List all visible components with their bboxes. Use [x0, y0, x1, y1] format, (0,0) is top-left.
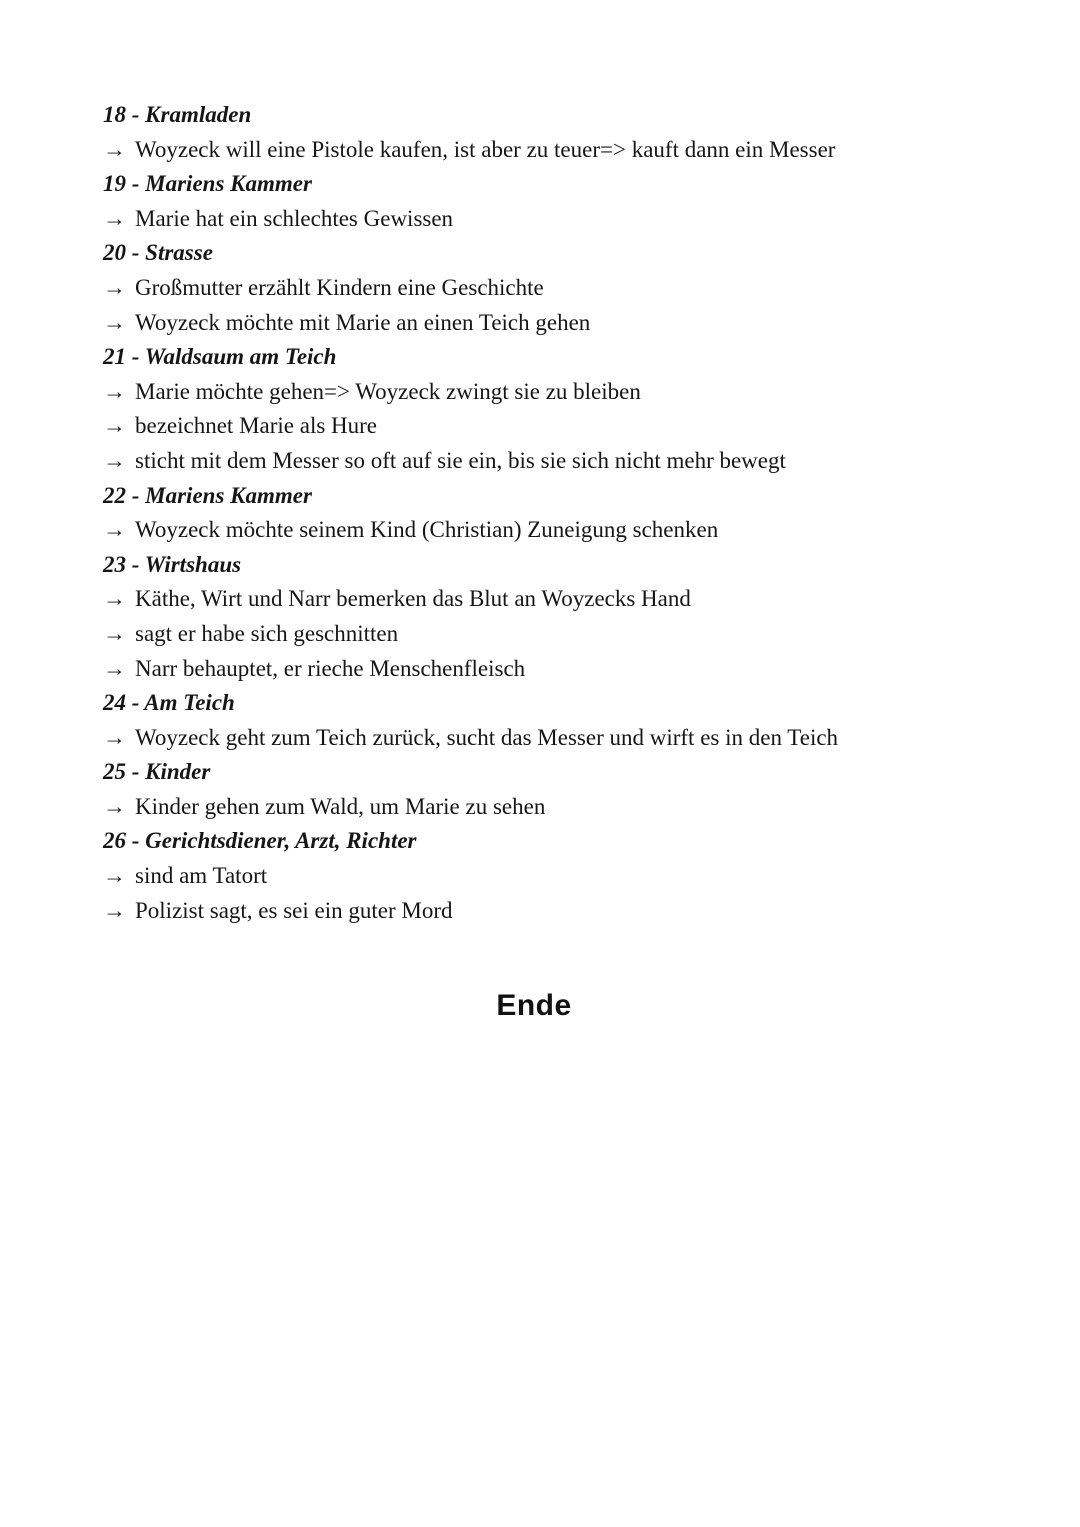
end-label: Ende — [496, 989, 572, 1023]
scene-note — [103, 790, 965, 825]
arrow-icon: → — [103, 447, 126, 473]
scene-heading: 22 - Mariens Kammer — [103, 482, 312, 508]
arrow-icon: → — [103, 897, 126, 923]
arrow-icon: → — [103, 586, 126, 612]
scene-note — [103, 444, 965, 479]
scene-heading: 20 - Strasse — [103, 240, 213, 266]
scene-heading: 19 - Mariens Kammer — [103, 171, 312, 197]
scene-note-text: Narr behauptet, er rieche Menschenfleisch — [135, 655, 526, 681]
scene-note — [103, 271, 965, 306]
scene-section — [103, 479, 965, 548]
scene-note-text: Polizist sagt, es sei ein guter Mord — [135, 897, 453, 923]
scene-heading: 24 - Am Teich — [103, 690, 235, 716]
scene-heading: 25 - Kinder — [103, 759, 211, 785]
scene-heading: 23 - Wirtshaus — [103, 551, 242, 577]
scene-section — [103, 167, 965, 236]
scene-note-text: Woyzeck möchte seinem Kind (Christian) Zuneigung schenken — [135, 517, 719, 543]
arrow-icon: → — [103, 863, 126, 889]
scene-note — [103, 582, 965, 617]
scene-section — [103, 548, 965, 686]
scene-note — [103, 513, 965, 548]
arrow-icon: → — [103, 793, 126, 819]
arrow-icon: → — [103, 655, 126, 681]
arrow-icon: → — [103, 378, 126, 404]
document-body — [103, 98, 965, 1024]
scene-note-text: bezeichnet Marie als Hure — [135, 413, 378, 439]
scene-section — [103, 236, 965, 340]
scene-list — [103, 98, 965, 928]
scene-note — [103, 652, 965, 687]
arrow-icon: → — [103, 274, 126, 300]
scene-note — [103, 202, 965, 237]
arrow-icon: → — [103, 413, 126, 439]
scene-note-text: Käthe, Wirt und Narr bemerken das Blut an Woyzecks Hand — [135, 586, 691, 612]
scene-note — [103, 617, 965, 652]
scene-heading: 21 - Waldsaum am Teich — [103, 344, 337, 370]
scene-note-text: Marie hat ein schlechtes Gewissen — [135, 205, 454, 231]
scene-note — [103, 133, 965, 168]
scene-note — [103, 894, 965, 929]
scene-section — [103, 755, 965, 824]
arrow-icon: → — [103, 205, 126, 231]
scene-note-text: sind am Tatort — [135, 863, 268, 889]
arrow-icon: → — [103, 517, 126, 543]
scene-note — [103, 306, 965, 341]
scene-note-text: Woyzeck geht zum Teich zurück, sucht das Messer und wirft es in den Teich — [135, 724, 839, 750]
scene-note-text: Kinder gehen zum Wald, um Marie zu sehen — [135, 793, 546, 819]
scene-note-text: Woyzeck will eine Pistole kaufen, ist aber zu teuer=> kauft dann ein Messer — [135, 136, 836, 162]
scene-section — [103, 98, 965, 167]
scene-heading: 18 - Kramladen — [103, 102, 252, 127]
arrow-icon: → — [103, 309, 126, 335]
scene-note-text: Marie möchte gehen=> Woyzeck zwingt sie zu bleiben — [135, 378, 641, 404]
scene-section — [103, 340, 965, 478]
scene-note — [103, 721, 965, 756]
scene-heading: 26 - Gerichtsdiener, Arzt, Richter — [103, 828, 417, 854]
arrow-icon: → — [103, 620, 126, 646]
scene-note-text: sticht mit dem Messer so oft auf sie ein, bis sie sich nicht mehr bewegt — [135, 447, 786, 473]
arrow-icon: → — [103, 724, 126, 750]
scene-note-text: Großmutter erzählt Kindern eine Geschichte — [135, 274, 544, 300]
scene-note — [103, 409, 965, 444]
scene-section — [103, 824, 965, 928]
scene-note — [103, 375, 965, 410]
scene-note-text: Woyzeck möchte mit Marie an einen Teich gehen — [135, 309, 591, 335]
scene-section — [103, 686, 965, 755]
scene-note — [103, 859, 965, 894]
scene-note-text: sagt er habe sich geschnitten — [135, 620, 399, 646]
arrow-icon: → — [103, 136, 126, 162]
